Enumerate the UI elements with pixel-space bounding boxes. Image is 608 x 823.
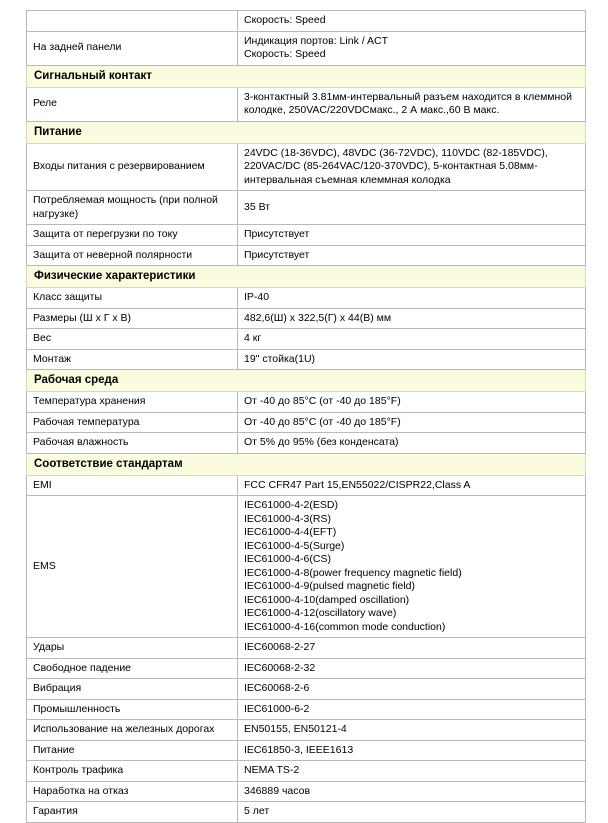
spec-label-cell (27, 11, 238, 32)
spec-value-line: 3-контактный 3.81мм-интервальный разъем находится в клеммной (244, 90, 573, 103)
spec-label-cell: EMS (27, 496, 238, 638)
table-row (27, 638, 586, 659)
section-header-label: Физические характеристики (27, 266, 586, 288)
spec-value-cell (238, 699, 586, 720)
spec-label-cell: Гарантия (27, 802, 238, 823)
spec-value-cell (238, 288, 586, 309)
spec-label-cell: Класс защиты (27, 288, 238, 309)
section-header-row (27, 65, 586, 87)
table-row (27, 475, 586, 496)
table-row (27, 761, 586, 782)
section-header-label: Соответствие стандартам (27, 453, 586, 475)
spec-value-cell (238, 496, 586, 638)
table-row (27, 412, 586, 433)
spec-value-line: IEC61000-4-16(common mode conduction) (244, 620, 446, 633)
section-header-label: Рабочая среда (27, 370, 586, 392)
section-header-row (27, 370, 586, 392)
spec-value-line: Присутствует (244, 248, 310, 261)
table-row (27, 349, 586, 370)
table-row (27, 699, 586, 720)
table-row (27, 308, 586, 329)
spec-value-line: IEC61850-3, IEEE1613 (244, 743, 354, 756)
spec-label-cell: Контроль трафика (27, 761, 238, 782)
spec-value-cell (238, 329, 586, 350)
spec-value-line: Скорость: Speed (244, 48, 326, 60)
table-row (27, 143, 586, 191)
spec-label-cell: Вибрация (27, 679, 238, 700)
spec-value-line: От -40 до 85°C (от -40 до 185°F) (244, 395, 401, 407)
spec-label-cell: На задней панели (27, 31, 238, 65)
spec-label-cell: Удары (27, 638, 238, 659)
spec-value-line: IEC61000-4-3(RS) (244, 512, 331, 525)
spec-label-cell: Входы питания с резервированием (27, 143, 238, 191)
spec-label-cell: Размеры (Ш х Г х В) (27, 308, 238, 329)
table-row (27, 392, 586, 413)
spec-value-cell (238, 412, 586, 433)
spec-value-cell (238, 740, 586, 761)
specification-table-body (27, 11, 586, 823)
spec-value-line: IEC61000-4-10(damped oscillation) (244, 593, 410, 606)
spec-value-cell (238, 433, 586, 454)
spec-label-cell: Реле (27, 87, 238, 121)
spec-label-cell: Рабочая температура (27, 412, 238, 433)
specification-sheet (26, 10, 585, 823)
spec-value-cell (238, 245, 586, 266)
spec-value-line: IP-40 (244, 291, 270, 303)
spec-label-cell: Защита от неверной полярности (27, 245, 238, 266)
spec-label-cell: Свободное падение (27, 658, 238, 679)
table-row (27, 781, 586, 802)
spec-value-line: IEC61000-4-8(power frequency magnetic field) (244, 566, 462, 579)
section-header-label: Сигнальный контакт (27, 65, 586, 87)
table-row (27, 433, 586, 454)
spec-label-cell: Температура хранения (27, 392, 238, 413)
specification-table (26, 10, 586, 823)
spec-value-line: 4 кг (244, 332, 262, 344)
table-row (27, 225, 586, 246)
spec-value-line: IEC60068-2-32 (244, 661, 316, 674)
spec-value-cell (238, 802, 586, 823)
spec-value-line: От 5% до 95% (без конденсата) (244, 436, 399, 448)
spec-value-line: 5 лет (244, 805, 270, 817)
spec-label-cell: Наработка на отказ (27, 781, 238, 802)
spec-value-line: 482,6(Ш) x 322,5(Г) x 44(В) мм (244, 311, 392, 324)
table-row (27, 496, 586, 638)
spec-value-line: IEC60068-2-27 (244, 641, 316, 653)
section-header-row (27, 121, 586, 143)
spec-value-line: колодке, 250VAC/220VDCмакс., 2 А макс.,60 В макс. (244, 104, 500, 116)
spec-value-cell (238, 11, 586, 32)
table-row (27, 31, 586, 65)
spec-value-cell (238, 638, 586, 659)
table-row (27, 11, 586, 32)
spec-value-line: От -40 до 85°C (от -40 до 185°F) (244, 415, 401, 428)
table-row (27, 658, 586, 679)
spec-value-line: IEC61000-4-5(Surge) (244, 539, 345, 552)
spec-value-line: Скорость: Speed (244, 14, 326, 26)
spec-value-line: IEC61000-4-2(ESD) (244, 499, 338, 511)
spec-value-line: Индикация портов: Link / ACT (244, 34, 388, 47)
section-header-row (27, 266, 586, 288)
spec-value-cell (238, 143, 586, 191)
spec-value-cell (238, 781, 586, 802)
section-header-row (27, 453, 586, 475)
spec-value-cell (238, 392, 586, 413)
spec-value-line: EN50155, EN50121-4 (244, 723, 347, 735)
spec-value-cell (238, 658, 586, 679)
table-row (27, 329, 586, 350)
spec-value-cell (238, 720, 586, 741)
spec-value-line: IEC61000-6-2 (244, 702, 310, 715)
spec-value-line: 24VDC (18-36VDC), 48VDC (36-72VDC), 110VDC (82-185VDC), (244, 146, 548, 159)
spec-label-cell: Защита от перегрузки по току (27, 225, 238, 246)
spec-value-line: Присутствует (244, 228, 310, 240)
spec-value-line: IEC61000-4-12(oscillatory wave) (244, 607, 397, 619)
table-row (27, 245, 586, 266)
spec-label-cell: Промышленность (27, 699, 238, 720)
spec-value-line: 35 Вт (244, 200, 271, 213)
spec-value-cell (238, 225, 586, 246)
spec-value-line: 19" стойка(1U) (244, 352, 316, 365)
table-row (27, 87, 586, 121)
spec-label-cell: Монтаж (27, 349, 238, 370)
spec-label-cell: Потребляемая мощность (при полной нагрузке) (27, 191, 238, 225)
section-header-label: Питание (27, 121, 586, 143)
spec-value-line: FCC CFR47 Part 15,EN55022/CISPR22,Class A (244, 478, 471, 491)
spec-value-cell (238, 308, 586, 329)
table-row (27, 191, 586, 225)
spec-value-cell (238, 761, 586, 782)
spec-value-line: NEMA TS-2 (244, 764, 300, 776)
spec-value-cell (238, 475, 586, 496)
spec-value-line: 346889 часов (244, 784, 311, 797)
table-row (27, 802, 586, 823)
spec-value-line: интервальная съемная клеммная колодка (244, 173, 451, 186)
spec-value-line: IEC61000-4-6(CS) (244, 553, 331, 565)
spec-value-cell (238, 679, 586, 700)
spec-value-cell (238, 349, 586, 370)
spec-value-cell (238, 191, 586, 225)
spec-value-line: IEC61000-4-4(EFT) (244, 526, 337, 538)
table-row (27, 679, 586, 700)
spec-value-line: 220VAC/DC (85-264VAC/120-370VDC), 5-контактная 5.08мм- (244, 160, 538, 172)
table-row (27, 720, 586, 741)
spec-label-cell: Питание (27, 740, 238, 761)
spec-label-cell: Рабочая влажность (27, 433, 238, 454)
spec-label-cell: EMI (27, 475, 238, 496)
spec-label-cell: Вес (27, 329, 238, 350)
spec-value-line: IEC60068-2-6 (244, 682, 310, 694)
spec-value-cell (238, 31, 586, 65)
spec-label-cell: Использование на железных дорогах (27, 720, 238, 741)
table-row (27, 740, 586, 761)
table-row (27, 288, 586, 309)
spec-value-line: IEC61000-4-9(pulsed magnetic field) (244, 580, 416, 592)
spec-value-cell (238, 87, 586, 121)
